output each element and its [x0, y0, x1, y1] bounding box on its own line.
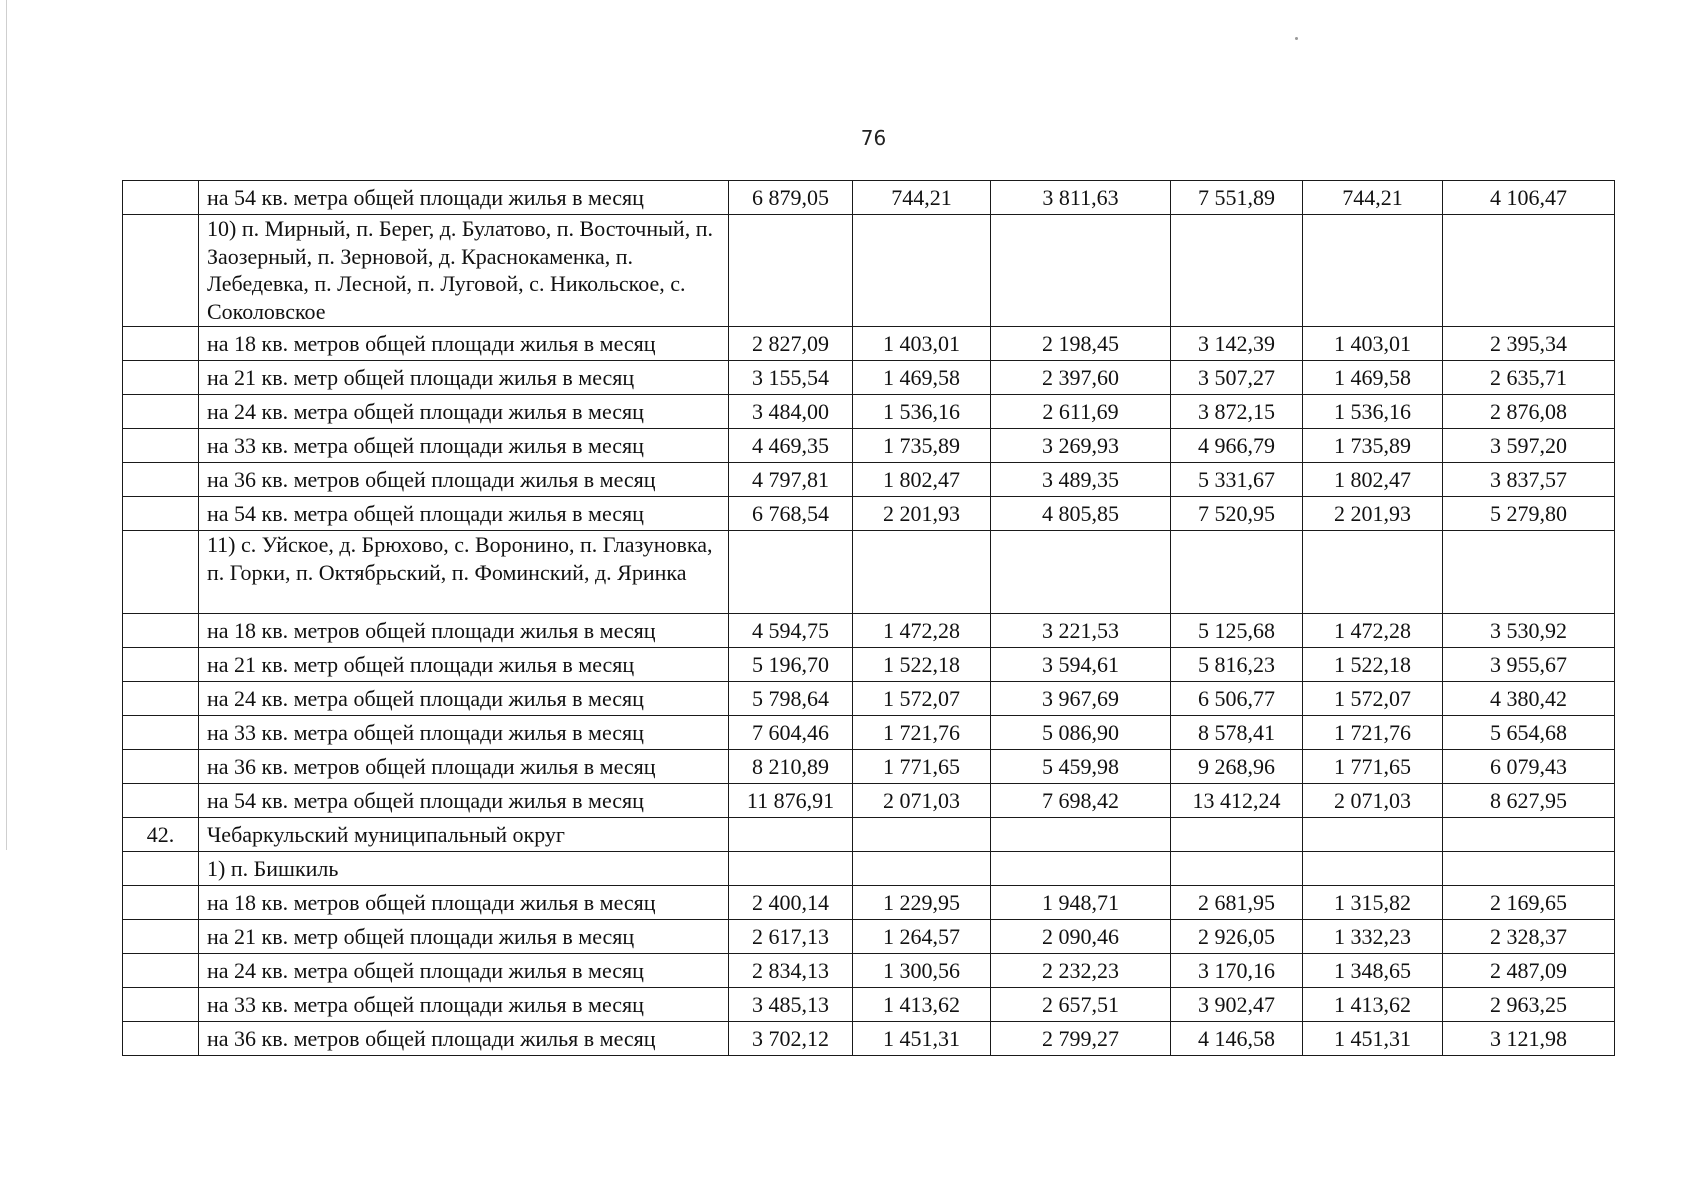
value-cell: 8 578,41: [1171, 716, 1303, 750]
value-cell: 7 698,42: [991, 784, 1171, 818]
value-cell: [1171, 531, 1303, 614]
row-label-cell: на 36 кв. метров общей площади жилья в месяц: [199, 1022, 729, 1056]
row-label-cell: на 33 кв. метра общей площади жилья в месяц: [199, 429, 729, 463]
value-cell: 3 507,27: [1171, 361, 1303, 395]
row-label-cell: на 33 кв. метра общей площади жилья в месяц: [199, 988, 729, 1022]
value-cell: [991, 531, 1171, 614]
locality-group-row: [123, 215, 1615, 327]
value-cell: 1 735,89: [1303, 429, 1443, 463]
value-cell: 1 300,56: [853, 954, 991, 988]
row-label-cell: на 21 кв. метр общей площади жилья в месяц: [199, 648, 729, 682]
value-cell: 744,21: [1303, 181, 1443, 215]
value-cell: 1 472,28: [853, 614, 991, 648]
value-cell: 1 315,82: [1303, 886, 1443, 920]
value-cell: 3 837,57: [1443, 463, 1615, 497]
value-cell: 5 654,68: [1443, 716, 1615, 750]
value-cell: [1303, 852, 1443, 886]
value-cell: 1 264,57: [853, 920, 991, 954]
row-label-cell: 11) с. Уйское, д. Брюхово, с. Воронино, п. Глазуновка, п. Горки, п. Октябрьский, п. Фоминский, д. Яринка: [199, 531, 729, 614]
value-cell: 4 106,47: [1443, 181, 1615, 215]
row-label-cell: на 24 кв. метра общей площади жилья в месяц: [199, 395, 729, 429]
value-cell: 5 331,67: [1171, 463, 1303, 497]
table-row: [123, 361, 1615, 395]
value-cell: 2 198,45: [991, 327, 1171, 361]
table-row: [123, 497, 1615, 531]
row-label-cell: на 54 кв. метра общей площади жилья в месяц: [199, 497, 729, 531]
value-cell: 1 721,76: [1303, 716, 1443, 750]
value-cell: 3 597,20: [1443, 429, 1615, 463]
value-cell: 3 702,12: [729, 1022, 853, 1056]
value-cell: 3 269,93: [991, 429, 1171, 463]
value-cell: 3 221,53: [991, 614, 1171, 648]
tariff-table-body: [123, 181, 1615, 1056]
value-cell: 1 332,23: [1303, 920, 1443, 954]
value-cell: 1 572,07: [1303, 682, 1443, 716]
row-label-cell: на 18 кв. метров общей площади жилья в месяц: [199, 886, 729, 920]
value-cell: 11 876,91: [729, 784, 853, 818]
value-cell: 3 811,63: [991, 181, 1171, 215]
value-cell: 8 627,95: [1443, 784, 1615, 818]
row-number-cell: [123, 327, 199, 361]
value-cell: 3 872,15: [1171, 395, 1303, 429]
value-cell: 5 279,80: [1443, 497, 1615, 531]
value-cell: 1 229,95: [853, 886, 991, 920]
value-cell: 1 469,58: [853, 361, 991, 395]
table-row: [123, 648, 1615, 682]
row-label-cell: на 36 кв. метров общей площади жилья в месяц: [199, 750, 729, 784]
row-number-cell: [123, 886, 199, 920]
value-cell: 7 520,95: [1171, 497, 1303, 531]
value-cell: [1303, 531, 1443, 614]
value-cell: [729, 818, 853, 852]
value-cell: 1 771,65: [853, 750, 991, 784]
value-cell: 1 403,01: [1303, 327, 1443, 361]
value-cell: [1303, 215, 1443, 327]
value-cell: [991, 818, 1171, 852]
row-label-cell: Чебаркульский муниципальный округ: [199, 818, 729, 852]
value-cell: 5 125,68: [1171, 614, 1303, 648]
row-number-cell: [123, 1022, 199, 1056]
value-cell: 3 155,54: [729, 361, 853, 395]
row-number-cell: [123, 181, 199, 215]
row-label-cell: на 54 кв. метра общей площади жилья в месяц: [199, 784, 729, 818]
row-label-cell: на 21 кв. метр общей площади жилья в месяц: [199, 361, 729, 395]
value-cell: 4 146,58: [1171, 1022, 1303, 1056]
value-cell: 6 506,77: [1171, 682, 1303, 716]
row-number-cell: [123, 531, 199, 614]
value-cell: 3 955,67: [1443, 648, 1615, 682]
value-cell: 1 721,76: [853, 716, 991, 750]
value-cell: 3 967,69: [991, 682, 1171, 716]
value-cell: 2 071,03: [853, 784, 991, 818]
value-cell: 3 594,61: [991, 648, 1171, 682]
section-row: [123, 852, 1615, 886]
table-row: [123, 682, 1615, 716]
value-cell: 2 617,13: [729, 920, 853, 954]
value-cell: [853, 852, 991, 886]
row-label-cell: на 24 кв. метра общей площади жилья в месяц: [199, 682, 729, 716]
value-cell: 1 948,71: [991, 886, 1171, 920]
value-cell: 2 876,08: [1443, 395, 1615, 429]
value-cell: 13 412,24: [1171, 784, 1303, 818]
value-cell: 2 834,13: [729, 954, 853, 988]
value-cell: 3 530,92: [1443, 614, 1615, 648]
section-row: [123, 818, 1615, 852]
value-cell: 1 403,01: [853, 327, 991, 361]
value-cell: [1171, 818, 1303, 852]
table-row: [123, 750, 1615, 784]
value-cell: 4 380,42: [1443, 682, 1615, 716]
row-number-cell: [123, 361, 199, 395]
value-cell: 4 469,35: [729, 429, 853, 463]
row-number-cell: [123, 497, 199, 531]
value-cell: 7 604,46: [729, 716, 853, 750]
value-cell: 1 536,16: [853, 395, 991, 429]
row-label-cell: на 18 кв. метров общей площади жилья в месяц: [199, 327, 729, 361]
value-cell: 1 771,65: [1303, 750, 1443, 784]
table-row: [123, 886, 1615, 920]
value-cell: 744,21: [853, 181, 991, 215]
value-cell: 3 142,39: [1171, 327, 1303, 361]
value-cell: 3 170,16: [1171, 954, 1303, 988]
value-cell: 2 635,71: [1443, 361, 1615, 395]
value-cell: 1 572,07: [853, 682, 991, 716]
row-label-cell: на 33 кв. метра общей площади жилья в месяц: [199, 716, 729, 750]
value-cell: 7 551,89: [1171, 181, 1303, 215]
row-number-cell: [123, 750, 199, 784]
value-cell: 1 348,65: [1303, 954, 1443, 988]
value-cell: [729, 852, 853, 886]
table-row: [123, 988, 1615, 1022]
value-cell: 4 966,79: [1171, 429, 1303, 463]
row-number-cell: [123, 784, 199, 818]
row-label-cell: на 54 кв. метра общей площади жилья в месяц: [199, 181, 729, 215]
table-row: [123, 614, 1615, 648]
value-cell: 2 487,09: [1443, 954, 1615, 988]
row-label-cell: на 36 кв. метров общей площади жилья в месяц: [199, 463, 729, 497]
row-number-cell: [123, 463, 199, 497]
value-cell: [853, 531, 991, 614]
value-cell: 2 201,93: [853, 497, 991, 531]
row-number-cell: [123, 920, 199, 954]
value-cell: 2 071,03: [1303, 784, 1443, 818]
row-label-cell: на 18 кв. метров общей площади жилья в месяц: [199, 614, 729, 648]
value-cell: 1 413,62: [853, 988, 991, 1022]
row-number-cell: [123, 716, 199, 750]
row-number-cell: [123, 395, 199, 429]
value-cell: 3 484,00: [729, 395, 853, 429]
value-cell: 1 413,62: [1303, 988, 1443, 1022]
value-cell: [991, 852, 1171, 886]
table-row: [123, 920, 1615, 954]
row-number-cell: 42.: [123, 818, 199, 852]
value-cell: [1303, 818, 1443, 852]
value-cell: 6 079,43: [1443, 750, 1615, 784]
value-cell: 1 451,31: [1303, 1022, 1443, 1056]
value-cell: 1 469,58: [1303, 361, 1443, 395]
value-cell: 8 210,89: [729, 750, 853, 784]
table-row: [123, 181, 1615, 215]
tariff-table: [122, 180, 1615, 1056]
value-cell: [729, 531, 853, 614]
value-cell: 3 489,35: [991, 463, 1171, 497]
table-row: [123, 716, 1615, 750]
row-number-cell: [123, 429, 199, 463]
value-cell: 2 963,25: [1443, 988, 1615, 1022]
table-row: [123, 463, 1615, 497]
value-cell: 2 169,65: [1443, 886, 1615, 920]
value-cell: 2 681,95: [1171, 886, 1303, 920]
scan-speck: [1295, 37, 1298, 40]
value-cell: 3 121,98: [1443, 1022, 1615, 1056]
value-cell: 2 201,93: [1303, 497, 1443, 531]
value-cell: 4 594,75: [729, 614, 853, 648]
value-cell: 5 196,70: [729, 648, 853, 682]
table-row: [123, 1022, 1615, 1056]
page-number: 76: [860, 126, 887, 150]
value-cell: [991, 215, 1171, 327]
value-cell: 4 805,85: [991, 497, 1171, 531]
value-cell: 1 451,31: [853, 1022, 991, 1056]
row-number-cell: [123, 852, 199, 886]
locality-group-row: [123, 531, 1615, 614]
value-cell: 2 799,27: [991, 1022, 1171, 1056]
value-cell: 2 395,34: [1443, 327, 1615, 361]
value-cell: 2 090,46: [991, 920, 1171, 954]
value-cell: 3 485,13: [729, 988, 853, 1022]
value-cell: 2 232,23: [991, 954, 1171, 988]
value-cell: [1171, 215, 1303, 327]
row-number-cell: [123, 988, 199, 1022]
row-label-cell: 10) п. Мирный, п. Берег, д. Булатово, п. Восточный, п. Заозерный, п. Зерновой, д. Краснокаменка, п. Лебедевка, п. Лесной, п. Луговой, с. Никольское, с. Соколовское: [199, 215, 729, 327]
value-cell: [1443, 852, 1615, 886]
value-cell: 6 879,05: [729, 181, 853, 215]
value-cell: 9 268,96: [1171, 750, 1303, 784]
row-label-cell: на 24 кв. метра общей площади жилья в месяц: [199, 954, 729, 988]
table-row: [123, 395, 1615, 429]
row-number-cell: [123, 614, 199, 648]
table-row: [123, 429, 1615, 463]
row-label-cell: 1) п. Бишкиль: [199, 852, 729, 886]
value-cell: 1 472,28: [1303, 614, 1443, 648]
value-cell: 5 459,98: [991, 750, 1171, 784]
row-number-cell: [123, 682, 199, 716]
row-number-cell: [123, 215, 199, 327]
value-cell: 2 827,09: [729, 327, 853, 361]
value-cell: 1 802,47: [853, 463, 991, 497]
row-label-cell: на 21 кв. метр общей площади жилья в месяц: [199, 920, 729, 954]
value-cell: 5 816,23: [1171, 648, 1303, 682]
value-cell: 2 328,37: [1443, 920, 1615, 954]
table-row: [123, 954, 1615, 988]
value-cell: 4 797,81: [729, 463, 853, 497]
value-cell: [1443, 215, 1615, 327]
value-cell: [729, 215, 853, 327]
value-cell: 2 397,60: [991, 361, 1171, 395]
value-cell: [853, 818, 991, 852]
value-cell: [1171, 852, 1303, 886]
value-cell: 1 522,18: [853, 648, 991, 682]
table-row: [123, 784, 1615, 818]
value-cell: [1443, 818, 1615, 852]
value-cell: [1443, 531, 1615, 614]
value-cell: [853, 215, 991, 327]
value-cell: 5 798,64: [729, 682, 853, 716]
row-number-cell: [123, 954, 199, 988]
value-cell: 2 657,51: [991, 988, 1171, 1022]
row-number-cell: [123, 648, 199, 682]
value-cell: 5 086,90: [991, 716, 1171, 750]
value-cell: 1 802,47: [1303, 463, 1443, 497]
value-cell: 2 926,05: [1171, 920, 1303, 954]
value-cell: 3 902,47: [1171, 988, 1303, 1022]
value-cell: 2 400,14: [729, 886, 853, 920]
value-cell: 1 536,16: [1303, 395, 1443, 429]
value-cell: 1 735,89: [853, 429, 991, 463]
value-cell: 1 522,18: [1303, 648, 1443, 682]
table-row: [123, 327, 1615, 361]
value-cell: 2 611,69: [991, 395, 1171, 429]
value-cell: 6 768,54: [729, 497, 853, 531]
